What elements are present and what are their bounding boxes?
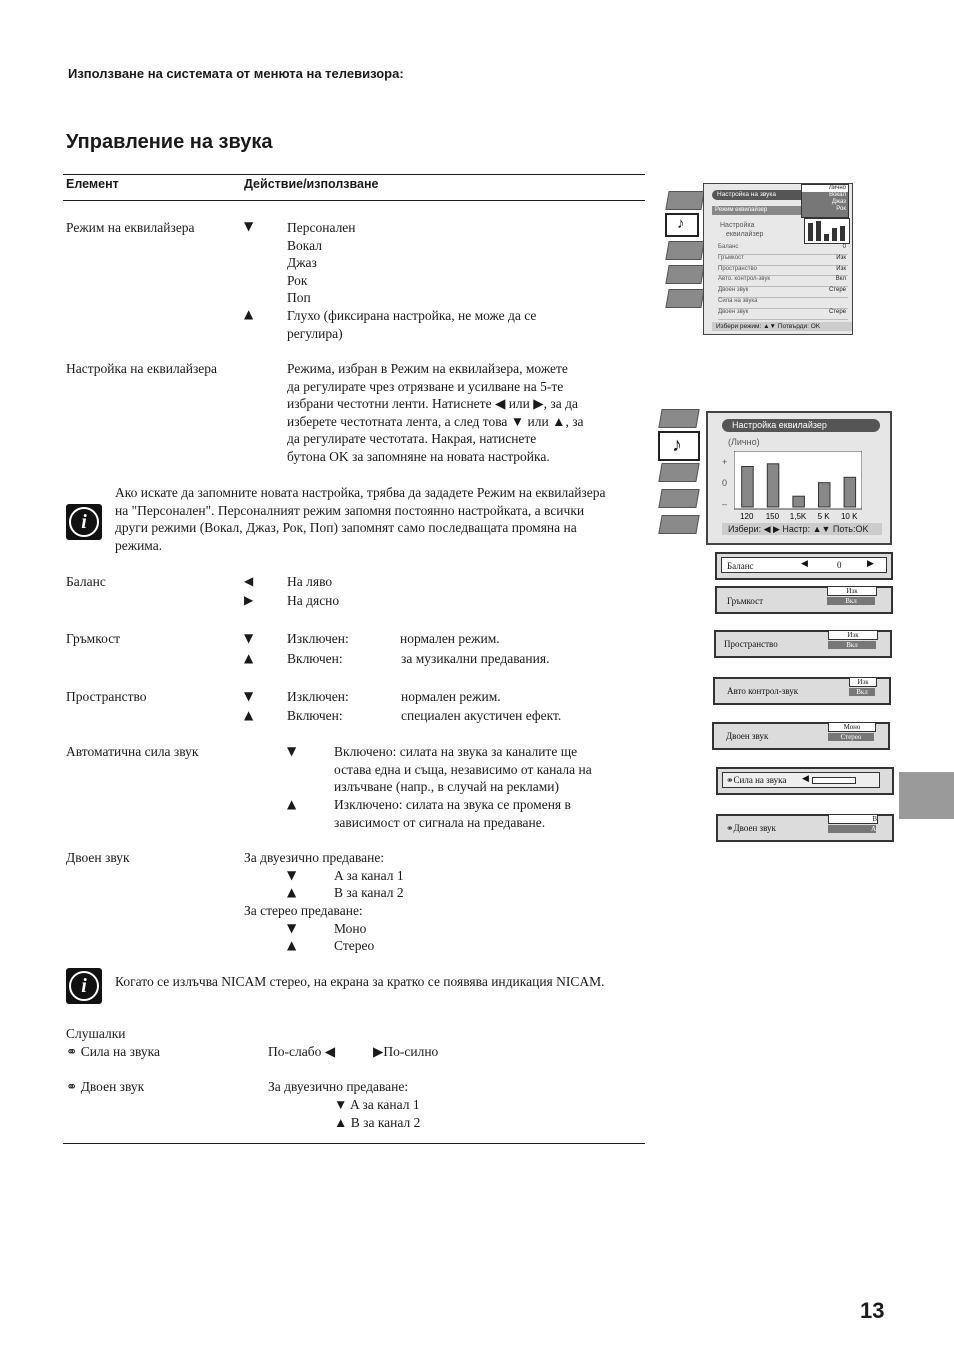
headphones-dual-label: Двоен звук xyxy=(80,1079,145,1094)
setup-tab-icon xyxy=(665,265,704,284)
eq-bar[interactable] xyxy=(793,496,805,507)
headphones-b: ▲ B за канал 2 xyxy=(334,1115,421,1130)
headphones-a: ▼ A за канал 1 xyxy=(334,1097,420,1112)
down-arrow-icon: ▼ xyxy=(287,868,297,882)
auto-volume-on-text xyxy=(334,743,592,796)
loudness-label: Гръмкост xyxy=(66,631,121,646)
eq-mode-label: Режим на еквилайзера xyxy=(66,220,195,235)
info-tab-icon xyxy=(658,515,699,534)
hp-dual-opt-a[interactable]: A xyxy=(828,825,876,833)
dual-sound-label: Двоен звук xyxy=(66,850,130,865)
panel-loudness-label: Гръмкост xyxy=(727,596,764,606)
note-personal xyxy=(115,484,605,554)
space-off-desc: нормален режим. xyxy=(401,689,501,704)
eq-bar[interactable] xyxy=(742,467,754,508)
picture-tab-icon xyxy=(665,191,704,210)
eq-setting-text xyxy=(287,360,584,466)
dual-st: Стерео xyxy=(334,938,375,953)
space-label: Пространство xyxy=(66,689,147,704)
info-icon: i xyxy=(66,504,102,540)
eq-menu-mode: (Лично) xyxy=(728,437,760,447)
loudness-opt-off[interactable]: Изк xyxy=(827,586,877,596)
down-arrow-icon: ▼ xyxy=(287,744,297,758)
eq-frequency-label: 5 K xyxy=(817,512,830,521)
menu-row[interactable] xyxy=(718,287,848,298)
headphones-volume-panel xyxy=(716,767,894,795)
text-line: зависимост от сигнала на предаване. xyxy=(334,814,546,830)
panel-balance-label: Баланс xyxy=(727,561,754,571)
panel-hp-volume: ⚭Сила на звука xyxy=(726,775,787,785)
space-on-desc: специален акустичен ефект. xyxy=(401,708,562,723)
info-tab-icon xyxy=(665,289,704,308)
option-rock[interactable]: Рок xyxy=(836,206,846,212)
panel-space-label: Пространство xyxy=(724,639,778,649)
eq-bar[interactable] xyxy=(767,464,779,507)
menu-row-value: Стере xyxy=(828,287,846,294)
eq-frequency-label: 1,5K xyxy=(789,512,807,521)
page-number: 13 xyxy=(860,1298,885,1323)
text-line: избрани честотни ленти. Натиснете ◀ или ▶, за да xyxy=(287,396,578,412)
panel-auto-label: Авто контрол-звук xyxy=(727,686,799,696)
dual-mono: Моно xyxy=(334,921,367,936)
headphones-volume xyxy=(66,1043,160,1061)
hp-dual-opt-b[interactable]: B xyxy=(828,814,878,824)
menu-eq-setting-2: еквилайзер xyxy=(726,231,764,238)
space-off: Изключен: xyxy=(287,689,349,704)
up-arrow-icon: ▲ xyxy=(244,306,254,321)
eq-frequency-label: 150 xyxy=(765,512,780,521)
option-vocal[interactable]: Вокал xyxy=(829,192,846,198)
menu-row-value: 0 xyxy=(842,244,846,250)
space-panel xyxy=(714,630,892,658)
dual-sound-panel xyxy=(712,722,890,750)
auto-volume-label: Автоматична сила звук xyxy=(66,744,199,759)
sound-menu-screenshot xyxy=(663,183,853,335)
dual-opt-mono[interactable]: Моно xyxy=(828,722,876,732)
features-tab-icon xyxy=(658,463,699,482)
text-line: излъчване (напр., в случай на реклами) xyxy=(334,779,559,795)
down-arrow-icon: ▼ xyxy=(244,689,254,703)
menu-row[interactable] xyxy=(718,309,848,320)
menu-eq-mode[interactable]: Режим еквилайзер xyxy=(712,206,805,215)
up-arrow-icon: ▲ xyxy=(287,885,297,899)
space-opt-on[interactable]: Вкл xyxy=(828,641,876,649)
running-header: Използване на системата от менюта на телевизора: xyxy=(68,66,404,81)
option-personal[interactable]: Лично xyxy=(802,185,848,192)
auto-opt-on[interactable]: Вкл xyxy=(849,688,875,696)
headphones-volume-label: Сила на звука xyxy=(80,1044,160,1059)
down-arrow-icon: ▼ xyxy=(287,921,297,935)
equalizer-chart xyxy=(734,451,862,521)
up-arrow-icon: ▲ xyxy=(287,797,297,811)
list-item-text: регулира) xyxy=(287,325,343,341)
panel-balance-value: 0 xyxy=(837,560,842,570)
loudness-panel xyxy=(715,586,893,614)
left-arrow-icon[interactable]: ◀ xyxy=(801,559,808,569)
dual-stereo: За стерео предаване: xyxy=(244,903,363,918)
eq-menu-footer: Избери: ◀ ▶ Настр: ▲▼ Поть:OK xyxy=(722,523,882,535)
menu-rows xyxy=(718,244,848,320)
down-arrow-icon: ▼ xyxy=(244,631,254,645)
loudness-on: Включен: xyxy=(287,651,343,666)
setup-tab-icon xyxy=(658,489,699,508)
eq-frequency-label: 120 xyxy=(740,512,754,521)
menu-row-label: Двоен звук xyxy=(718,287,749,294)
eq-bar[interactable] xyxy=(844,477,856,507)
headphones-dual xyxy=(66,1078,144,1096)
text-line: Включено: силата на звука за каналите ще xyxy=(334,744,578,759)
text-line: на "Персонален". Персоналният режим запомня постоянно настройката, а всички xyxy=(115,502,585,518)
left-arrow-icon: ◀ xyxy=(244,574,254,588)
dual-a: A за канал 1 xyxy=(334,868,404,883)
text-line: Режима, избран в Режим на еквилайзера, можете xyxy=(287,361,568,376)
menu-row-label: Двоен звук xyxy=(718,308,749,315)
dual-bilingual: За двуезично предаване: xyxy=(244,850,385,865)
headphones-icon: ⚭ xyxy=(66,1044,78,1059)
headphones-label: Слушалки xyxy=(66,1026,126,1041)
menu-row-value: Стере xyxy=(828,308,846,315)
mini-eq-graph xyxy=(804,218,850,244)
menu-row[interactable] xyxy=(718,255,848,266)
headphones-dual-panel xyxy=(716,814,894,842)
balance-right: На дясно xyxy=(287,593,340,608)
list-item-text: Вокал xyxy=(287,237,322,253)
list-item-text: Джаз xyxy=(287,255,317,271)
menu-title: Настройка на звука xyxy=(712,190,809,200)
menu-row-label: Гръмкост xyxy=(718,254,744,261)
eq-bar[interactable] xyxy=(818,483,830,507)
menu-row-label: Баланс xyxy=(718,244,739,250)
eq-minus: – xyxy=(722,499,728,509)
note-nicam: Когато се излъчва NICAM стерео, на екрана за кратко се появява индикация NICAM. xyxy=(115,974,605,989)
text-line: други режими (Вокал, Джаз, Рок, Поп) запомнят само последващата промяна на xyxy=(115,520,577,536)
loudness-on-desc: за музикални предавания. xyxy=(401,651,550,666)
up-arrow-icon: ▲ xyxy=(244,651,254,665)
loudness-off-desc: нормален режим. xyxy=(400,631,500,646)
list-item-text: Глухо (фиксирана настройка, не може да се xyxy=(287,307,537,323)
balance-label: Баланс xyxy=(66,574,106,589)
menu-row-label: Пространство xyxy=(718,265,757,272)
sound-tab-icon: ♪ xyxy=(665,213,699,237)
panel-hp-dual: ⚭Двоен звук xyxy=(726,823,776,833)
auto-opt-off[interactable]: Изк xyxy=(849,677,877,687)
space-opt-off[interactable]: Изк xyxy=(828,630,878,640)
loudness-opt-on[interactable]: Вкл xyxy=(827,597,875,605)
text-line: Изключено: силата на звука се променя в xyxy=(334,797,571,812)
menu-row-value: Вкл xyxy=(835,276,846,283)
menu-row[interactable] xyxy=(718,244,848,255)
headphones-icon: ⚭ xyxy=(726,775,734,785)
dual-b: B за канал 2 xyxy=(334,885,404,900)
down-arrow-icon: ▼ xyxy=(244,219,254,233)
auto-volume-off-text xyxy=(334,796,571,831)
picture-tab-icon xyxy=(658,409,699,428)
eq-zero: 0 xyxy=(722,478,728,488)
loudness-off: Изключен: xyxy=(287,631,349,646)
menu-row[interactable] xyxy=(718,276,848,287)
volume-slider[interactable] xyxy=(812,777,856,784)
headphones-icon: ⚭ xyxy=(66,1079,78,1094)
right-arrow-icon[interactable]: ▶ xyxy=(867,559,874,569)
dual-opt-stereo[interactable]: Стерео xyxy=(828,733,874,741)
eq-frequency-label: 10 K xyxy=(840,512,858,521)
eq-mode-options xyxy=(801,184,849,218)
text-line: да регулирате честотата. Накрая, натиснете xyxy=(287,431,537,447)
text-line: остава една и съща, независимо от канала на xyxy=(334,761,592,777)
headphones-icon: ⚭ xyxy=(726,823,734,833)
auto-volume-panel xyxy=(713,677,891,705)
page-title: Управление на звука xyxy=(66,131,273,153)
up-arrow-icon: ▲ xyxy=(244,708,254,722)
equalizer-panel xyxy=(706,411,892,545)
volume-stronger: ▶По-силно xyxy=(373,1044,439,1059)
section-tab-marker xyxy=(899,772,954,819)
menu-row-label: Сила на звука xyxy=(718,297,758,304)
option-jazz[interactable]: Джаз xyxy=(831,199,846,205)
up-arrow-icon: ▲ xyxy=(287,938,297,952)
text-line: изберете честотната лента, а след това ▼ или ▲, за xyxy=(287,413,584,429)
menu-row-value: Изк xyxy=(836,265,846,272)
menu-footer: Избери режим: ▲▼ Потвърди: OK xyxy=(712,322,852,331)
table-top-rule xyxy=(63,174,645,175)
panel-dual-label: Двоен звук xyxy=(726,731,769,741)
column-header-item: Елемент xyxy=(66,177,119,191)
table-header-rule xyxy=(63,200,645,201)
menu-row-value: Изк xyxy=(836,254,846,261)
headphones-bilingual: За двуезично предаване: xyxy=(268,1079,409,1094)
table-bottom-rule xyxy=(63,1143,645,1144)
text-line: бутона OK за запомняне на новата настройка. xyxy=(287,448,550,464)
right-arrow-icon: ▶ xyxy=(244,593,254,607)
text-line: Ако искате да запомните новата настройка, трябва да зададете Режим на еквилайзера xyxy=(115,485,606,500)
menu-row-label: Авто. контрол-звук xyxy=(718,276,770,283)
volume-weaker: По-слабо ◀ xyxy=(268,1044,336,1059)
list-item-text: Рок xyxy=(287,272,308,288)
eq-setting-label: Настройка на еквилайзера xyxy=(66,361,218,376)
menu-row[interactable] xyxy=(718,298,848,309)
column-header-action: Действие/използване xyxy=(244,177,379,191)
info-icon: i xyxy=(66,968,102,1004)
balance-left: На ляво xyxy=(287,574,333,589)
list-item-text: Поп xyxy=(287,290,311,306)
space-on: Включен: xyxy=(287,708,343,723)
sound-menu-panel xyxy=(703,183,853,335)
text-line: режима. xyxy=(115,537,163,553)
sound-tab-icon: ♪ xyxy=(658,431,700,461)
eq-menu-title: Настройка еквилайзер xyxy=(722,419,880,432)
menu-row[interactable] xyxy=(718,266,848,277)
eq-plus: + xyxy=(722,457,728,467)
list-item-text: Персонален xyxy=(287,220,356,235)
features-tab-icon xyxy=(665,241,704,260)
equalizer-menu-screenshot xyxy=(654,405,892,543)
left-arrow-icon: ◀ xyxy=(802,774,809,784)
balance-panel xyxy=(715,552,893,580)
menu-eq-setting-1: Настройка xyxy=(720,222,755,229)
text-line: да регулирате чрез отрязване и усилване на 5-те xyxy=(287,378,564,394)
